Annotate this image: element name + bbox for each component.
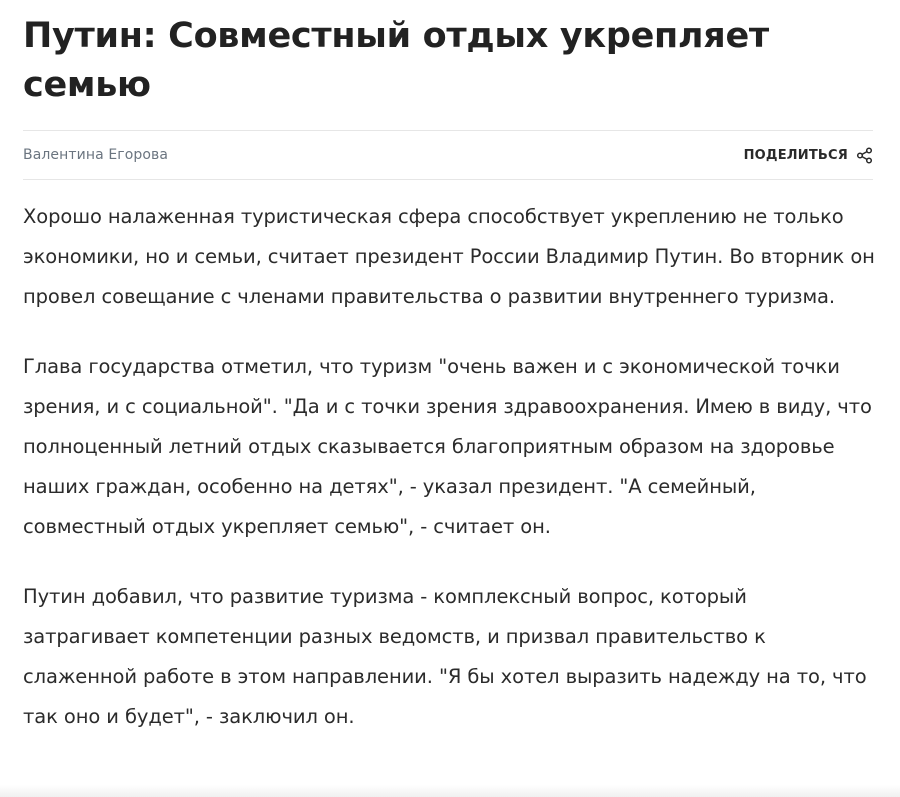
author-name[interactable]: Валентина Егорова	[23, 147, 169, 163]
article	[23, 0, 875, 728]
article-paragraph: Глава государства отметил, что туризм "очень важен и с экономической точки зрения, и с социальной". "Да и с точки зрения здравоохранения. Имею в виду, что полноценный летний отдых сказывается благоприятным образом на здоровье наших граждан, особенно на детях", - указал президент. "А семейный, совместный отдых укрепляет семью", - считает он.	[23, 355, 872, 538]
article-headline: Путин: Совместный отдых укрепляет семью	[23, 16, 769, 105]
article-meta-bar	[23, 130, 873, 180]
article-body	[23, 197, 875, 767]
share-icon	[856, 147, 873, 164]
share-button[interactable]	[744, 147, 873, 164]
bottom-fade	[0, 785, 900, 797]
article-paragraph: Хорошо налаженная туристическая сфера способствует укреплению не только экономики, но и семьи, считает президент России Владимир Путин. Во вторник он провел совещание с членами правительства о развитии внутреннего туризма.	[23, 205, 875, 308]
share-label: ПОДЕЛИТЬСЯ	[743, 147, 848, 163]
article-paragraph: Путин добавил, что развитие туризма - комплексный вопрос, который затрагивает компетенции разных ведомств, и призвал правительство к слаженной работе в этом направлении. "Я бы хотел выразить надежду на то, что так оно и будет", - заключил он.	[23, 585, 867, 728]
